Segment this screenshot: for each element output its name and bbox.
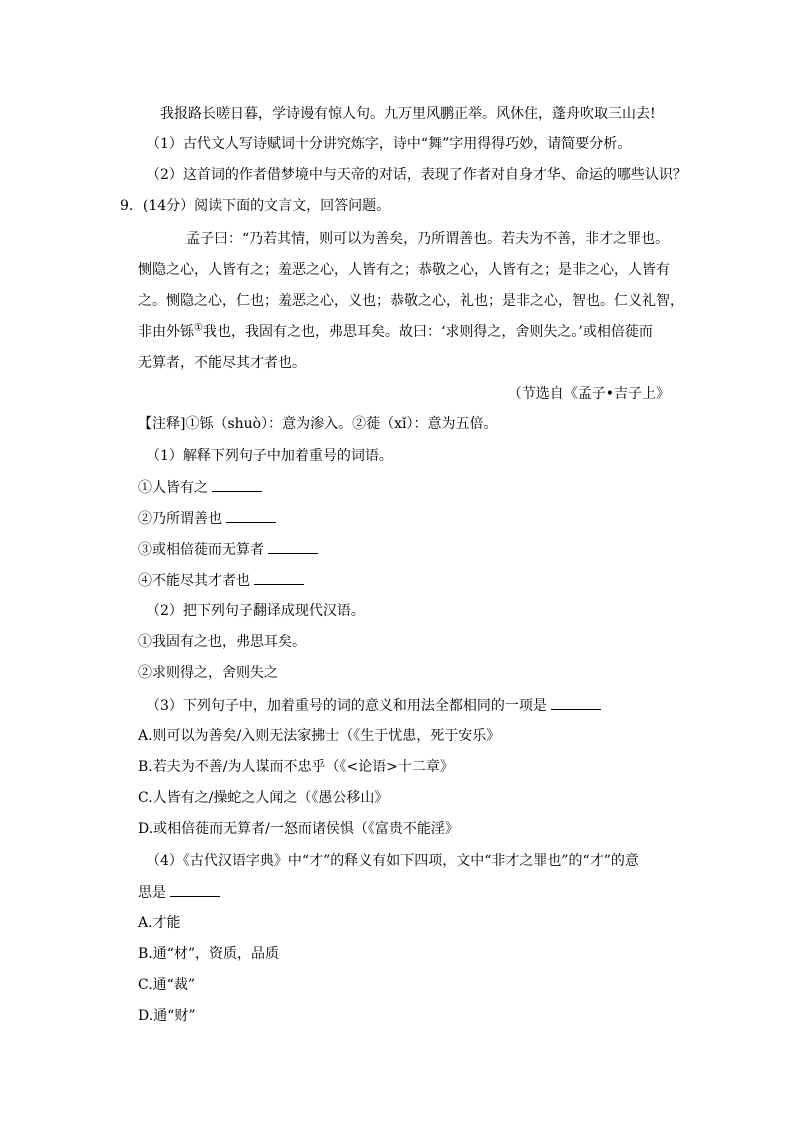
answer-blank[interactable] [254, 570, 304, 585]
answer-blank[interactable] [551, 695, 601, 710]
option-c: C.人皆有之/操蛇之人闻之（《愚公移山》 [138, 790, 389, 806]
subquestion-1-item: ④不能尽其才者也 [138, 570, 304, 590]
footnote-mark: ① [194, 322, 203, 334]
answer-blank[interactable] [212, 477, 262, 492]
subquestion-2-heading: （2）把下列句子翻译成现代汉语。 [146, 603, 365, 619]
subquestion-1-heading: （1）解释下列句子中加着重号的词语。 [146, 448, 393, 464]
subquestion-2-item: ②求则得之，舍则失之 [138, 665, 278, 681]
option-d: D.通“财” [138, 1008, 196, 1024]
subquestion-1-item: ②乃所谓善也 [138, 508, 276, 528]
option-a: A.才能 [138, 915, 181, 931]
answer-blank[interactable] [226, 508, 276, 523]
passage-line-5: 无算者，不能尽其才者也。 [138, 355, 306, 371]
passage-source: （节选自《孟子•吉子上》 [507, 386, 670, 402]
question-9-heading: 9．(14分）阅读下面的文言文，回答问题。 [120, 198, 391, 214]
option-d: D.或相倍蓰而无算者/一怒而诸侯惧（《富贵不能淫》 [138, 821, 459, 837]
poem-last-line: 我报路长嗟日暮，学诗谩有惊人句。九万里风鹏正举。风休住，蓬舟吹取三山去! [160, 106, 656, 122]
passage-line-4-start: 非由外铄 [138, 324, 194, 340]
question-8-1: （1）古代文人写诗赋词十分讲究炼字，诗中“舞”字用得得巧妙，请简要分析。 [146, 136, 632, 152]
passage-line-4-end: 我也，我固有之也，弗思耳矣。故曰：‘求则得之，舍则失之。’或相倍蓰而 [202, 324, 653, 340]
annotation-note: 【注释]①铄（shuò）：意为渗入。②蓰（xǐ）：意为五倍。 [138, 416, 498, 432]
question-8-2: （2）这首词的作者借梦境中与天帝的对话，表现了作者对自身才华、命运的哪些认识？ [146, 167, 687, 183]
subquestion-2-item: ①我固有之也，弗思耳矣。 [138, 634, 306, 650]
answer-blank[interactable] [170, 882, 220, 897]
passage-line-3: 之。恻隐之心，仁也；羞恶之心，义也；恭敬之心，礼也；是非之心，智也。仁义礼智， [138, 293, 684, 309]
passage-line-1: 孟子曰：“乃若其情，则可以为善矣，乃所谓善也。若夫为不善，非才之罪也。 [186, 231, 670, 247]
option-b: B.通“材”，资质，品质 [138, 946, 280, 962]
answer-blank[interactable] [268, 539, 318, 554]
subquestion-3-heading: （3）下列句子中，加着重号的词的意义和用法全都相同的一项是 [146, 695, 601, 715]
option-a: A.则可以为善矣/入则无法家拂士（《生于忧患，死于安乐》 [138, 728, 501, 744]
option-c: C.通“裁” [138, 977, 195, 993]
passage-line-2: 恻隐之心，人皆有之；羞恶之心，人皆有之；恭敬之心，人皆有之；是非之心，人皆有 [138, 262, 670, 278]
option-b: B.若夫为不善/为人谋而不忠乎（《<论语>十二章》 [138, 759, 454, 775]
subquestion-4-heading-cont: 思是 [138, 882, 220, 902]
subquestion-1-item: ①人皆有之 [138, 477, 262, 497]
subquestion-4-heading: （4）《古代汉语字典》中“才”的释义有如下四项，文中“非才之罪也”的“才”的意 [146, 853, 639, 869]
subquestion-1-item: ③或相倍蓰而无算者 [138, 539, 318, 559]
passage-line-4 [138, 322, 653, 342]
